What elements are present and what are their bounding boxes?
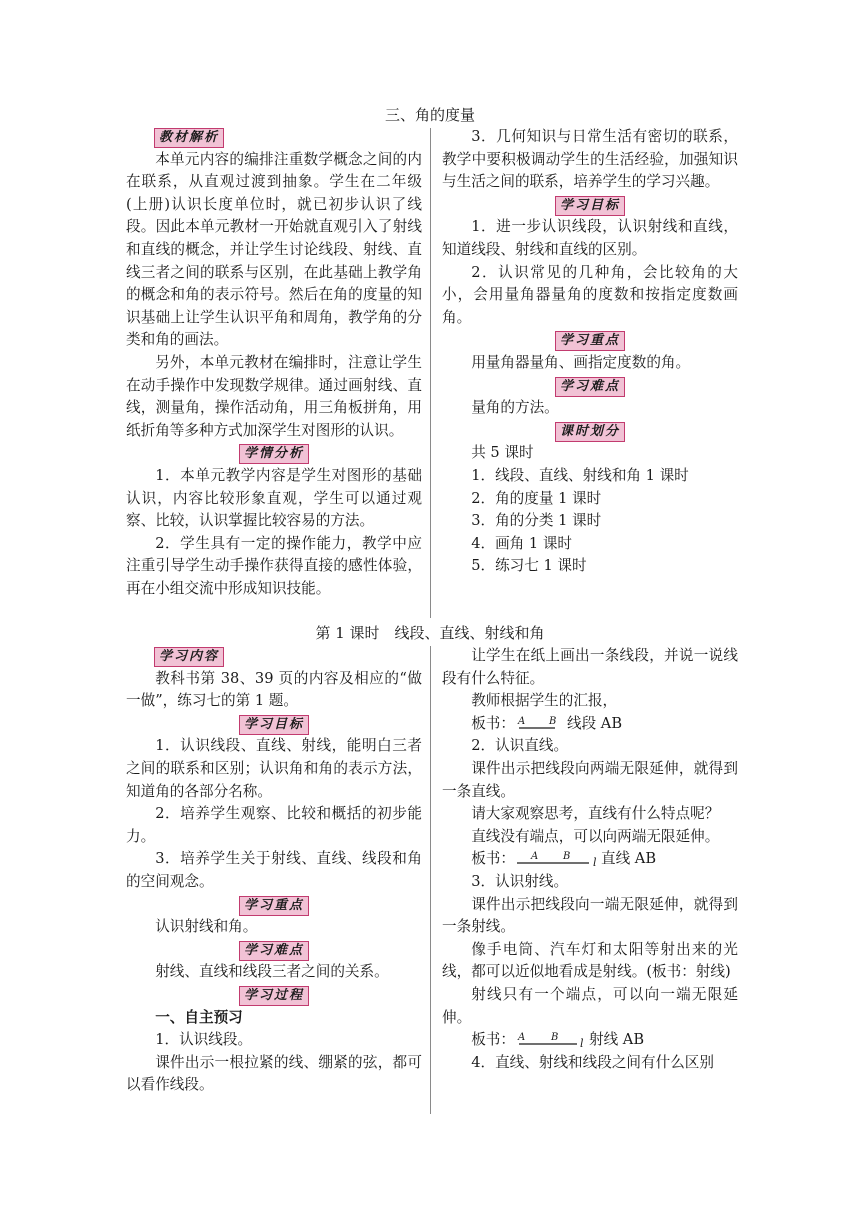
paragraph: 1．认识线段、直线、射线，能明白三者之间的联系和区别；认识角和角的表示方法，知道角的各部分名称。 [126,737,422,800]
segment-figure [515,715,567,733]
paragraph: 像手电筒、汽车灯和太阳等射出来的光线，都可以近似地看成是射线。(板书：射线) [442,940,738,981]
paragraph: 教师根据学生的汇报， [471,692,618,710]
point-b-label: B [548,715,557,727]
paragraph: 2．认识直线。 [471,737,569,755]
point-a-label: A [530,851,539,863]
column-divider [430,128,431,618]
paragraph: 认识射线和角。 [155,918,258,936]
board-label: 板书： [471,850,515,868]
paragraph: 直线没有端点，可以向两端无限延伸。 [471,827,720,845]
paragraph: 课件出示把线段向两端无限延伸，就得到一条直线。 [442,759,738,800]
section-badge: 教材解析 [154,128,224,148]
page-title: 三、角的度量 [384,106,475,124]
board-label: 板书： [471,1031,515,1049]
paragraph: 另外，本单元教材在编排时，注意让学生在动手操作中发现数学规律。通过画射线、直线，测量角，操作活动角，用三角板拼角，用纸折角等多种方式加深学生对图形的认识。 [126,353,422,439]
ray-figure [515,1031,589,1049]
board-label: 板书： [471,714,515,732]
paragraph: 2．培养学生观察、比较和概括的初步能力。 [126,805,422,845]
section-badge: 学情分析 [239,444,309,464]
paragraph: 用量角器量角、画指定度数的角。 [471,353,691,371]
section-badge: 学习过程 [239,986,309,1006]
paragraph: 请大家观察思考，直线有什么特点呢？ [471,805,720,823]
unit-left-column [126,126,422,600]
lesson-left-column [126,645,422,1097]
paragraph: 射线、直线和线段三者之间的关系。 [155,963,389,981]
lesson-right-column [442,645,738,1074]
paragraph: 4．直线、射线和线段之间有什么区别 [471,1053,714,1071]
section-badge: 学习目标 [239,715,309,735]
list-item: 4．画角 1 课时 [471,534,573,552]
point-b-label: B [562,851,571,863]
paragraph: 2．学生具有一定的操作能力，教学中应注重引导学生动手操作获得直接的感性体验，再在小组交流中形成知识技能。 [126,534,422,597]
paragraph: 3．认识射线。 [471,872,569,890]
lesson-title: 第 1 课时 线段、直线、射线和角 [315,624,545,642]
unit-right-column [442,126,738,578]
paragraph: 1．进一步认识线段，认识射线和直线，知道线段、射线和直线的区别。 [442,218,738,258]
paragraph: 让学生在纸上画出一条线段，并说一说线段有什么特征。 [442,647,738,687]
paragraph: 1．认识线段。 [155,1031,253,1049]
section-badge: 学习目标 [555,196,625,216]
section-badge: 学习难点 [239,941,309,961]
point-b-label: B [550,1032,559,1044]
list-item: 2．角的度量 1 课时 [471,489,602,507]
column-divider [430,646,431,1114]
paragraph: 教科书第 38、39 页的内容及相应的“做一做”，练习七的第 1 题。 [126,669,422,710]
section-badge: 学习重点 [239,896,309,916]
paragraph: 1．本单元教学内容是学生对图形的基础认识，内容比较形象直观，学生可以通过观察、比较，认识掌握比较容易的方法。 [126,466,422,530]
paragraph: 课件出示把线段向一端无限延伸，就得到一条射线。 [442,895,738,936]
section-heading: 一、自主预习 [155,1008,243,1026]
paragraph: 本单元内容的编排注重数学概念之间的内在联系，从直观过渡到抽象。学生在二年级(上册)认识长度单位时，就已初步认识了线段。因此本单元教材一开始就直观引入了射线和直线的概念，并让学生讨论线段、射线、直线三者之间的联系与区别，在此基础上教学角的概念和角的表示符号。然后在角的度量的知识基础上让学生认识平角和周角，教学角的分类和角的画法。 [126,150,422,349]
list-item: 5．练习七 1 课时 [471,557,587,575]
line-l-label: l [592,856,597,869]
section-badge: 学习难点 [555,377,625,397]
paragraph: 课件出示一根拉紧的线、绷紧的弦，都可以看作线段。 [126,1053,422,1094]
list-item: 3．角的分类 1 课时 [471,512,602,530]
segment-caption: 线段 AB [566,714,623,732]
line-figure [515,850,601,868]
paragraph: 射线只有一个端点，可以向一端无限延伸。 [442,985,738,1026]
point-a-label: A [517,1032,526,1044]
section-badge: 课时划分 [555,422,625,442]
board-ray [442,1029,738,1052]
paragraph: 共 5 课时 [471,444,534,462]
paragraph: 2．认识常见的几种角，会比较角的大小，会用量角器量角的度数和按指定度数画角。 [442,263,738,326]
section-badge: 学习重点 [555,331,625,351]
paragraph: 3．培养学生关于射线、直线、线段和角的空间观念。 [126,850,422,890]
ray-l-label: l [579,1037,584,1050]
paragraph: 量角的方法。 [471,399,559,417]
ray-caption: 射线 AB [588,1031,645,1049]
board-segment [442,713,738,736]
section-badge: 学习内容 [154,647,224,667]
board-line [442,848,738,871]
list-item: 1．线段、直线、射线和角 1 课时 [471,466,689,484]
line-caption: 直线 AB [600,850,657,868]
paragraph: 3．几何知识与日常生活有密切的联系，教学中要积极调动学生的生活经验，加强知识与生活之间的联系，培养学生的学习兴趣。 [442,128,738,191]
point-a-label: A [517,715,526,727]
